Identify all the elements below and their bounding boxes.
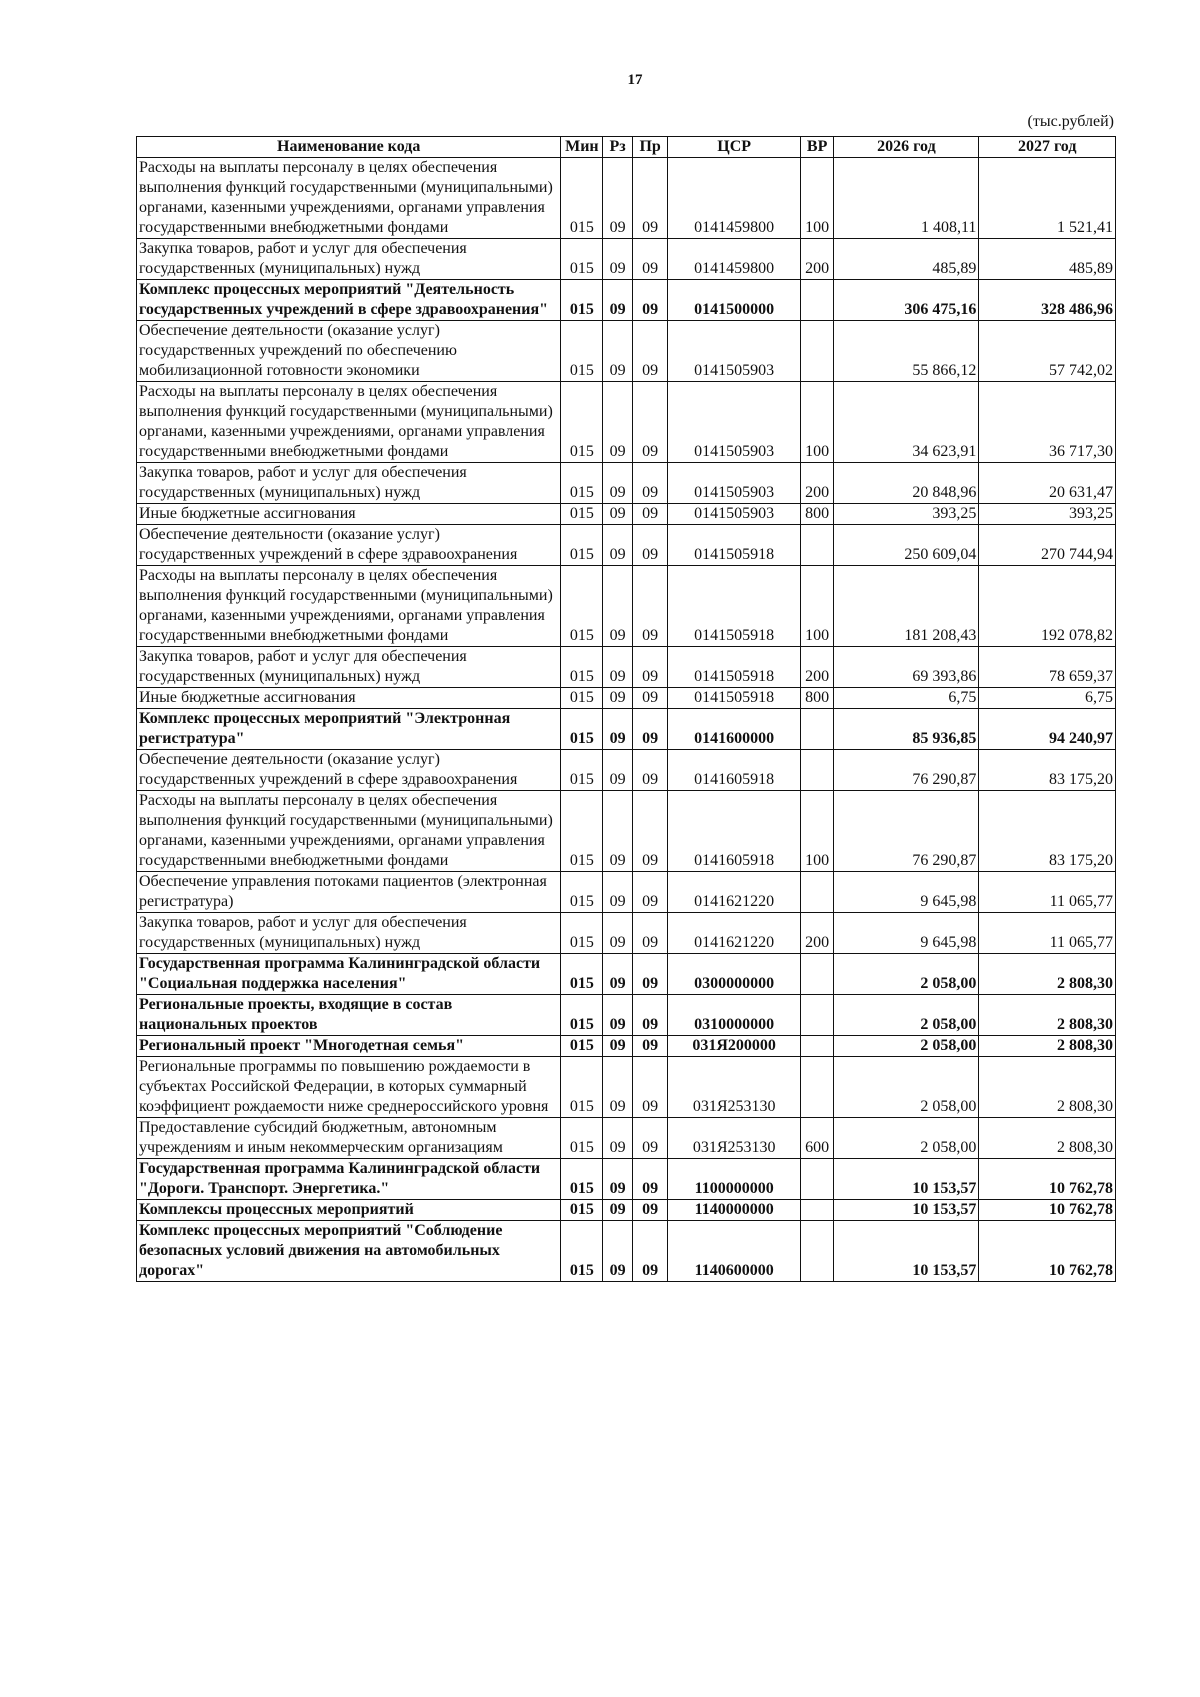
cell-vr: 100 bbox=[800, 566, 834, 647]
cell-2027: 1 521,41 bbox=[979, 158, 1116, 239]
page-number: 17 bbox=[627, 72, 643, 88]
cell-2027: 11 065,77 bbox=[979, 913, 1116, 954]
cell-pr: 09 bbox=[632, 463, 668, 504]
cell-2027: 36 717,30 bbox=[979, 382, 1116, 463]
cell-rz: 09 bbox=[603, 158, 632, 239]
cell-min: 015 bbox=[561, 872, 603, 913]
cell-rz: 09 bbox=[603, 382, 632, 463]
header-csr: ЦСР bbox=[668, 137, 800, 158]
cell-csr: 0141505918 bbox=[668, 525, 800, 566]
table-row bbox=[137, 504, 1116, 525]
cell-min: 015 bbox=[561, 1221, 603, 1282]
table-row bbox=[137, 463, 1116, 504]
cell-rz: 09 bbox=[603, 647, 632, 688]
cell-2027: 328 486,96 bbox=[979, 280, 1116, 321]
cell-pr: 09 bbox=[632, 709, 668, 750]
budget-table bbox=[136, 136, 1116, 1282]
cell-2026: 1 408,11 bbox=[834, 158, 979, 239]
cell-name: Региональные проекты, входящие в состав национальных проектов bbox=[137, 995, 561, 1036]
cell-vr bbox=[800, 525, 834, 566]
cell-vr bbox=[800, 995, 834, 1036]
cell-name: Обеспечение деятельности (оказание услуг) государственных учреждений в сфере здравоохранения bbox=[137, 525, 561, 566]
cell-name: Комплекс процессных мероприятий "Электронная регистратура" bbox=[137, 709, 561, 750]
cell-2026: 85 936,85 bbox=[834, 709, 979, 750]
cell-2026: 20 848,96 bbox=[834, 463, 979, 504]
cell-pr: 09 bbox=[632, 688, 668, 709]
table-header-row bbox=[137, 137, 1116, 158]
cell-2027: 2 808,30 bbox=[979, 1057, 1116, 1118]
cell-pr: 09 bbox=[632, 158, 668, 239]
cell-rz: 09 bbox=[603, 1200, 632, 1221]
cell-rz: 09 bbox=[603, 1221, 632, 1282]
cell-min: 015 bbox=[561, 688, 603, 709]
cell-2027: 10 762,78 bbox=[979, 1221, 1116, 1282]
cell-min: 015 bbox=[561, 158, 603, 239]
cell-rz: 09 bbox=[603, 750, 632, 791]
cell-pr: 09 bbox=[632, 280, 668, 321]
cell-name: Государственная программа Калининградской области "Дороги. Транспорт. Энергетика." bbox=[137, 1159, 561, 1200]
table-row bbox=[137, 1036, 1116, 1057]
cell-rz: 09 bbox=[603, 872, 632, 913]
cell-min: 015 bbox=[561, 750, 603, 791]
cell-name: Закупка товаров, работ и услуг для обеспечения государственных (муниципальных) нужд bbox=[137, 463, 561, 504]
cell-vr: 200 bbox=[800, 647, 834, 688]
cell-vr bbox=[800, 1057, 834, 1118]
cell-rz: 09 bbox=[603, 995, 632, 1036]
cell-name: Расходы на выплаты персоналу в целях обеспечения выполнения функций государственными (муниципальными) органами, казенными учреждениями, органами управления государственными внебюджетными фондами bbox=[137, 158, 561, 239]
cell-vr: 600 bbox=[800, 1118, 834, 1159]
cell-csr: 0141505903 bbox=[668, 321, 800, 382]
cell-name: Иные бюджетные ассигнования bbox=[137, 504, 561, 525]
cell-min: 015 bbox=[561, 321, 603, 382]
cell-name: Расходы на выплаты персоналу в целях обеспечения выполнения функций государственными (муниципальными) органами, казенными учреждениями, органами управления государственными внебюджетными фондами bbox=[137, 382, 561, 463]
cell-2026: 2 058,00 bbox=[834, 995, 979, 1036]
table-row bbox=[137, 239, 1116, 280]
cell-vr bbox=[800, 1036, 834, 1057]
cell-pr: 09 bbox=[632, 1057, 668, 1118]
cell-rz: 09 bbox=[603, 525, 632, 566]
cell-vr bbox=[800, 954, 834, 995]
cell-pr: 09 bbox=[632, 382, 668, 463]
cell-2026: 306 475,16 bbox=[834, 280, 979, 321]
cell-rz: 09 bbox=[603, 280, 632, 321]
header-pr: Пр bbox=[632, 137, 668, 158]
header-name: Наименование кода bbox=[137, 137, 561, 158]
cell-rz: 09 bbox=[603, 1118, 632, 1159]
cell-2026: 10 153,57 bbox=[834, 1200, 979, 1221]
cell-2027: 485,89 bbox=[979, 239, 1116, 280]
cell-2026: 2 058,00 bbox=[834, 1118, 979, 1159]
cell-2026: 6,75 bbox=[834, 688, 979, 709]
cell-2027: 2 808,30 bbox=[979, 1036, 1116, 1057]
cell-csr: 0141505918 bbox=[668, 647, 800, 688]
cell-rz: 09 bbox=[603, 1057, 632, 1118]
cell-name: Расходы на выплаты персоналу в целях обеспечения выполнения функций государственными (муниципальными) органами, казенными учреждениями, органами управления государственными внебюджетными фондами bbox=[137, 566, 561, 647]
cell-2027: 10 762,78 bbox=[979, 1200, 1116, 1221]
cell-pr: 09 bbox=[632, 1118, 668, 1159]
cell-2027: 20 631,47 bbox=[979, 463, 1116, 504]
cell-2026: 2 058,00 bbox=[834, 954, 979, 995]
cell-csr: 0141505903 bbox=[668, 463, 800, 504]
cell-csr: 1140000000 bbox=[668, 1200, 800, 1221]
table-row bbox=[137, 525, 1116, 566]
cell-vr bbox=[800, 1221, 834, 1282]
cell-2026: 393,25 bbox=[834, 504, 979, 525]
cell-name: Иные бюджетные ассигнования bbox=[137, 688, 561, 709]
cell-min: 015 bbox=[561, 525, 603, 566]
cell-2026: 34 623,91 bbox=[834, 382, 979, 463]
cell-2026: 76 290,87 bbox=[834, 791, 979, 872]
cell-pr: 09 bbox=[632, 954, 668, 995]
table-row bbox=[137, 750, 1116, 791]
cell-rz: 09 bbox=[603, 688, 632, 709]
cell-rz: 09 bbox=[603, 1036, 632, 1057]
cell-rz: 09 bbox=[603, 791, 632, 872]
cell-2026: 10 153,57 bbox=[834, 1159, 979, 1200]
cell-name: Региональные программы по повышению рождаемости в субъектах Российской Федерации, в которых суммарный коэффициент рождаемости ниже среднероссийского уровня bbox=[137, 1057, 561, 1118]
cell-2026: 9 645,98 bbox=[834, 872, 979, 913]
cell-csr: 0141500000 bbox=[668, 280, 800, 321]
cell-2027: 78 659,37 bbox=[979, 647, 1116, 688]
header-rz: Рз bbox=[603, 137, 632, 158]
units-note: (тыс.рублей) bbox=[1027, 113, 1114, 130]
cell-pr: 09 bbox=[632, 913, 668, 954]
table-row bbox=[137, 1221, 1116, 1282]
cell-pr: 09 bbox=[632, 504, 668, 525]
table-row bbox=[137, 791, 1116, 872]
cell-pr: 09 bbox=[632, 1200, 668, 1221]
cell-rz: 09 bbox=[603, 504, 632, 525]
cell-vr: 200 bbox=[800, 913, 834, 954]
cell-name: Комплекс процессных мероприятий "Соблюдение безопасных условий движения на автомобильных дорогах" bbox=[137, 1221, 561, 1282]
cell-csr: 0310000000 bbox=[668, 995, 800, 1036]
cell-pr: 09 bbox=[632, 872, 668, 913]
cell-min: 015 bbox=[561, 504, 603, 525]
cell-2026: 485,89 bbox=[834, 239, 979, 280]
table-row bbox=[137, 321, 1116, 382]
cell-name: Предоставление субсидий бюджетным, автономным учреждениям и иным некоммерческим организациям bbox=[137, 1118, 561, 1159]
cell-2026: 181 208,43 bbox=[834, 566, 979, 647]
table-body bbox=[137, 158, 1116, 1282]
cell-rz: 09 bbox=[603, 239, 632, 280]
cell-vr bbox=[800, 1200, 834, 1221]
cell-rz: 09 bbox=[603, 463, 632, 504]
cell-2026: 10 153,57 bbox=[834, 1221, 979, 1282]
cell-2027: 83 175,20 bbox=[979, 750, 1116, 791]
header-2026: 2026 год bbox=[834, 137, 979, 158]
cell-name: Государственная программа Калининградской области "Социальная поддержка населения" bbox=[137, 954, 561, 995]
cell-2027: 2 808,30 bbox=[979, 995, 1116, 1036]
cell-pr: 09 bbox=[632, 1159, 668, 1200]
cell-rz: 09 bbox=[603, 566, 632, 647]
cell-pr: 09 bbox=[632, 239, 668, 280]
cell-pr: 09 bbox=[632, 647, 668, 688]
cell-csr: 0141505903 bbox=[668, 504, 800, 525]
cell-vr: 200 bbox=[800, 463, 834, 504]
cell-min: 015 bbox=[561, 913, 603, 954]
cell-vr bbox=[800, 280, 834, 321]
cell-csr: 031Я200000 bbox=[668, 1036, 800, 1057]
cell-name: Закупка товаров, работ и услуг для обеспечения государственных (муниципальных) нужд bbox=[137, 647, 561, 688]
table-row bbox=[137, 158, 1116, 239]
cell-2026: 2 058,00 bbox=[834, 1057, 979, 1118]
cell-csr: 031Я253130 bbox=[668, 1057, 800, 1118]
cell-csr: 0141600000 bbox=[668, 709, 800, 750]
cell-2026: 2 058,00 bbox=[834, 1036, 979, 1057]
cell-rz: 09 bbox=[603, 913, 632, 954]
table-row bbox=[137, 688, 1116, 709]
cell-2027: 10 762,78 bbox=[979, 1159, 1116, 1200]
cell-2026: 76 290,87 bbox=[834, 750, 979, 791]
cell-vr bbox=[800, 1159, 834, 1200]
cell-vr: 100 bbox=[800, 158, 834, 239]
cell-rz: 09 bbox=[603, 321, 632, 382]
cell-2026: 55 866,12 bbox=[834, 321, 979, 382]
cell-min: 015 bbox=[561, 1159, 603, 1200]
cell-rz: 09 bbox=[603, 954, 632, 995]
cell-2027: 270 744,94 bbox=[979, 525, 1116, 566]
cell-name: Закупка товаров, работ и услуг для обеспечения государственных (муниципальных) нужд bbox=[137, 913, 561, 954]
cell-csr: 0300000000 bbox=[668, 954, 800, 995]
cell-csr: 0141605918 bbox=[668, 791, 800, 872]
cell-2027: 94 240,97 bbox=[979, 709, 1116, 750]
cell-2026: 250 609,04 bbox=[834, 525, 979, 566]
header-min: Мин bbox=[561, 137, 603, 158]
table-row bbox=[137, 709, 1116, 750]
cell-csr: 031Я253130 bbox=[668, 1118, 800, 1159]
cell-min: 015 bbox=[561, 995, 603, 1036]
header-vr: ВР bbox=[800, 137, 834, 158]
cell-vr: 800 bbox=[800, 688, 834, 709]
cell-2027: 11 065,77 bbox=[979, 872, 1116, 913]
table-row bbox=[137, 647, 1116, 688]
cell-min: 015 bbox=[561, 280, 603, 321]
table-row bbox=[137, 995, 1116, 1036]
cell-name: Комплексы процессных мероприятий bbox=[137, 1200, 561, 1221]
cell-2026: 69 393,86 bbox=[834, 647, 979, 688]
cell-min: 015 bbox=[561, 1200, 603, 1221]
cell-2027: 57 742,02 bbox=[979, 321, 1116, 382]
cell-vr: 100 bbox=[800, 791, 834, 872]
cell-csr: 0141505918 bbox=[668, 688, 800, 709]
cell-rz: 09 bbox=[603, 1159, 632, 1200]
cell-min: 015 bbox=[561, 791, 603, 872]
cell-vr: 800 bbox=[800, 504, 834, 525]
cell-csr: 1140600000 bbox=[668, 1221, 800, 1282]
cell-vr: 200 bbox=[800, 239, 834, 280]
cell-vr: 100 bbox=[800, 382, 834, 463]
table-row bbox=[137, 1057, 1116, 1118]
cell-csr: 0141605918 bbox=[668, 750, 800, 791]
cell-min: 015 bbox=[561, 1118, 603, 1159]
cell-name: Расходы на выплаты персоналу в целях обеспечения выполнения функций государственными (муниципальными) органами, казенными учреждениями, органами управления государственными внебюджетными фондами bbox=[137, 791, 561, 872]
cell-vr bbox=[800, 321, 834, 382]
table-row bbox=[137, 1118, 1116, 1159]
table-row bbox=[137, 566, 1116, 647]
cell-csr: 0141621220 bbox=[668, 872, 800, 913]
table-row bbox=[137, 1200, 1116, 1221]
cell-2027: 83 175,20 bbox=[979, 791, 1116, 872]
header-2027: 2027 год bbox=[979, 137, 1116, 158]
cell-csr: 0141459800 bbox=[668, 158, 800, 239]
cell-name: Обеспечение деятельности (оказание услуг) государственных учреждений по обеспечению мобилизационной готовности экономики bbox=[137, 321, 561, 382]
cell-vr bbox=[800, 872, 834, 913]
cell-min: 015 bbox=[561, 1036, 603, 1057]
cell-2027: 2 808,30 bbox=[979, 1118, 1116, 1159]
cell-pr: 09 bbox=[632, 750, 668, 791]
cell-name: Обеспечение управления потоками пациентов (электронная регистратура) bbox=[137, 872, 561, 913]
cell-2027: 393,25 bbox=[979, 504, 1116, 525]
cell-csr: 0141505918 bbox=[668, 566, 800, 647]
cell-2026: 9 645,98 bbox=[834, 913, 979, 954]
cell-min: 015 bbox=[561, 954, 603, 995]
cell-csr: 0141459800 bbox=[668, 239, 800, 280]
cell-pr: 09 bbox=[632, 321, 668, 382]
cell-name: Региональный проект "Многодетная семья" bbox=[137, 1036, 561, 1057]
cell-pr: 09 bbox=[632, 525, 668, 566]
cell-min: 015 bbox=[561, 463, 603, 504]
cell-min: 015 bbox=[561, 1057, 603, 1118]
cell-pr: 09 bbox=[632, 1036, 668, 1057]
cell-pr: 09 bbox=[632, 791, 668, 872]
cell-2027: 2 808,30 bbox=[979, 954, 1116, 995]
cell-min: 015 bbox=[561, 647, 603, 688]
cell-name: Комплекс процессных мероприятий "Деятельность государственных учреждений в сфере здравоохранения" bbox=[137, 280, 561, 321]
cell-csr: 1100000000 bbox=[668, 1159, 800, 1200]
cell-min: 015 bbox=[561, 709, 603, 750]
cell-csr: 0141505903 bbox=[668, 382, 800, 463]
table-row bbox=[137, 913, 1116, 954]
cell-csr: 0141621220 bbox=[668, 913, 800, 954]
cell-rz: 09 bbox=[603, 709, 632, 750]
cell-min: 015 bbox=[561, 566, 603, 647]
table-row bbox=[137, 872, 1116, 913]
table-row bbox=[137, 382, 1116, 463]
cell-2027: 6,75 bbox=[979, 688, 1116, 709]
cell-pr: 09 bbox=[632, 1221, 668, 1282]
cell-pr: 09 bbox=[632, 995, 668, 1036]
cell-min: 015 bbox=[561, 239, 603, 280]
cell-vr bbox=[800, 750, 834, 791]
cell-name: Закупка товаров, работ и услуг для обеспечения государственных (муниципальных) нужд bbox=[137, 239, 561, 280]
table-row bbox=[137, 1159, 1116, 1200]
cell-vr bbox=[800, 709, 834, 750]
table-row bbox=[137, 280, 1116, 321]
table-row bbox=[137, 954, 1116, 995]
cell-name: Обеспечение деятельности (оказание услуг) государственных учреждений в сфере здравоохранения bbox=[137, 750, 561, 791]
cell-min: 015 bbox=[561, 382, 603, 463]
cell-pr: 09 bbox=[632, 566, 668, 647]
cell-2027: 192 078,82 bbox=[979, 566, 1116, 647]
